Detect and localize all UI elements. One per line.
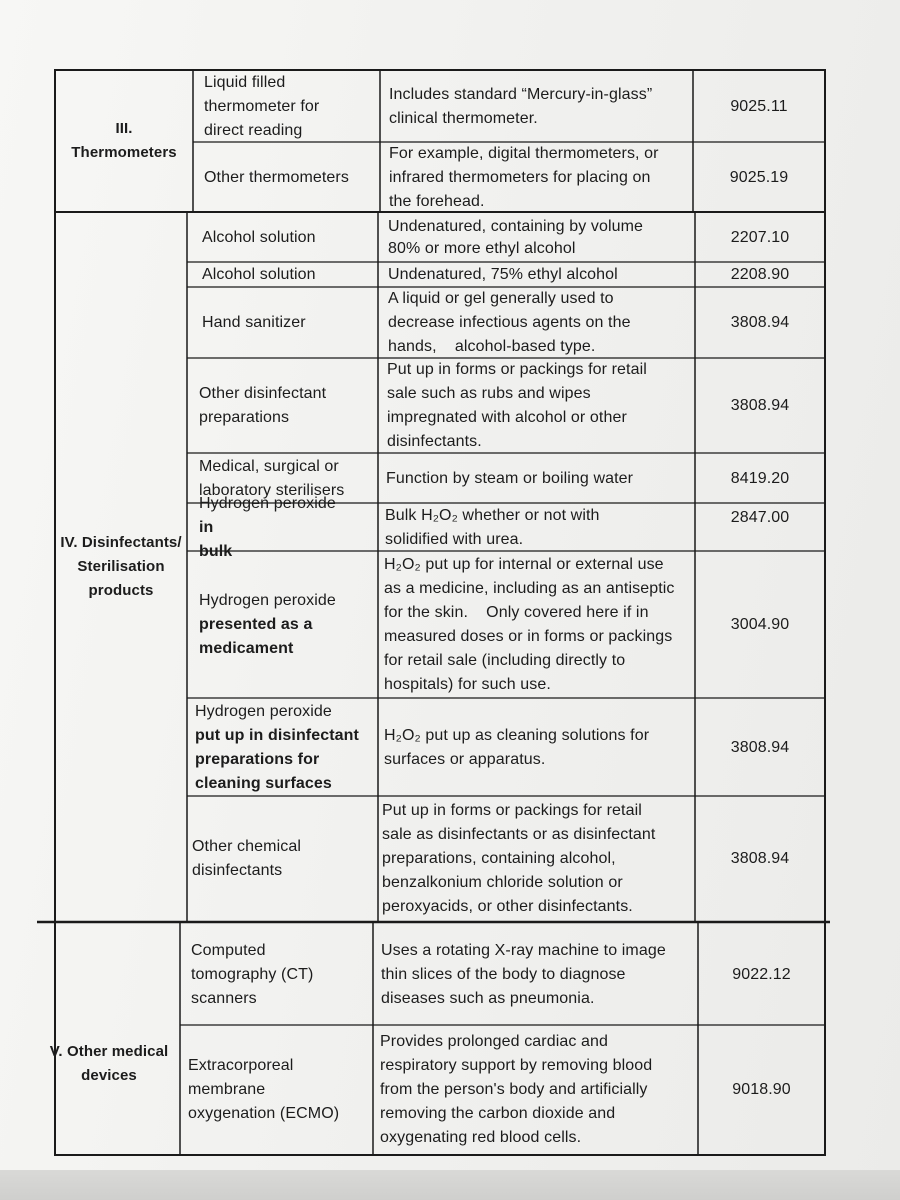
row-ct-scanners-description: Uses a rotating X-ray machine to image thin slices of the body to diagnose diseases such as pneumonia.	[381, 941, 666, 1007]
row-other-thermometers-code: 9025.19	[729, 168, 789, 186]
row-ct-scanners-name: Computed tomography (CT) scanners	[191, 941, 314, 1007]
row-hand-sanitizer-code: 3808.94	[730, 314, 790, 331]
row-sterilisers-code: 8419.20	[730, 469, 790, 487]
row-alcohol-solution-75-description: Undenatured, 75% ethyl alcohol	[388, 266, 618, 283]
row-ecmo-code: 9018.90	[732, 1081, 791, 1098]
row-hydrogen-peroxide-medicament-name: Hydrogen peroxide presented as a medicament	[199, 592, 336, 657]
row-liquid-filled-thermometer-name: Liquid filled thermometer for direct reading	[204, 74, 320, 139]
row-liquid-filled-thermometer-description: Includes standard “Mercury-in-glass” clinical thermometer.	[389, 86, 653, 127]
category-label: Thermometers	[71, 144, 177, 161]
row-other-disinfectant-preparations-name: Other disinfectant preparations	[199, 385, 327, 426]
row-alcohol-solution-75-code: 2208.90	[730, 266, 790, 283]
row-hydrogen-peroxide-cleaning-name: Hydrogen peroxide put up in disinfectant preparations for cleaning surfaces	[195, 702, 359, 792]
row-other-disinfectant-preparations-description: Put up in forms or packings for retail sale such as rubs and wipes impregnated with alcohol or other disinfectants.	[387, 361, 647, 450]
row-ct-scanners-code: 9022.12	[732, 965, 791, 983]
row-alcohol-solution-80-description: Undenatured, containing by volume 80% or more ethyl alcohol	[388, 217, 644, 257]
row-sterilisers-name: Medical, surgical or laboratory sterilisers	[199, 457, 345, 499]
row-alcohol-solution-80-code: 2207.10	[730, 228, 790, 246]
row-ecmo-name: Extracorporeal membrane oxygenation (ECMO)	[188, 1057, 340, 1122]
row-other-chemical-disinfectants-code: 3808.94	[730, 850, 790, 867]
row-alcohol-solution-80-name: Alcohol solution	[202, 228, 316, 246]
row-hydrogen-peroxide-bulk-name: Hydrogen peroxide in bulk	[199, 494, 341, 560]
paper-edge-shadow	[0, 1170, 900, 1200]
row-hydrogen-peroxide-medicament-code: 3004.90	[730, 616, 790, 633]
row-liquid-filled-thermometer-code: 9025.11	[730, 98, 788, 115]
category-other-medical-devices: V. Other medical devices	[49, 1042, 169, 1084]
row-hydrogen-peroxide-medicament-description: H₂O₂ put up for internal or external use as a medicine, including as an antiseptic for the skin. Only covered here if in measured doses or in forms or packings for retail sale (including directly to hospitals) for such use.	[384, 556, 675, 693]
row-other-disinfectant-preparations-code: 3808.94	[730, 397, 790, 414]
row-hydrogen-peroxide-bulk-description: Bulk H₂O₂ whether or not with solidified with urea.	[385, 506, 600, 548]
row-other-chemical-disinfectants-description: Put up in forms or packings for retail sale as disinfectants or as disinfectant preparations, containing alcohol, benzalkonium chloride solution or peroxyacids, or other disinfectants.	[382, 802, 656, 915]
category-number: III.	[115, 120, 133, 137]
row-other-chemical-disinfectants-name: Other chemical disinfectants	[192, 838, 301, 879]
row-alcohol-solution-75-name: Alcohol solution	[202, 266, 316, 283]
row-other-thermometers-description: For example, digital thermometers, or infrared thermometers for placing on the forehead.	[389, 144, 659, 210]
row-other-thermometers-name: Other thermometers	[204, 168, 349, 186]
row-hand-sanitizer-description: A liquid or gel generally used to decrease infectious agents on the hands, alcohol-based type.	[388, 290, 631, 355]
row-sterilisers-description: Function by steam or boiling water	[386, 469, 634, 487]
row-hydrogen-peroxide-bulk-code: 2847.00	[730, 509, 790, 526]
row-ecmo-description: Provides prolonged cardiac and respiratory support by removing blood from the person's body and artificially removing the carbon dioxide and oxygenating red blood cells.	[380, 1033, 653, 1146]
category-thermometers	[57, 72, 191, 210]
row-hand-sanitizer-name: Hand sanitizer	[202, 314, 306, 331]
row-hydrogen-peroxide-cleaning-description: H₂O₂ put up as cleaning solutions for surfaces or apparatus.	[384, 726, 650, 768]
row-hydrogen-peroxide-cleaning-code: 3808.94	[730, 738, 790, 756]
category-disinfectants: IV. Disinfectants/ Sterilisation products	[60, 534, 182, 599]
